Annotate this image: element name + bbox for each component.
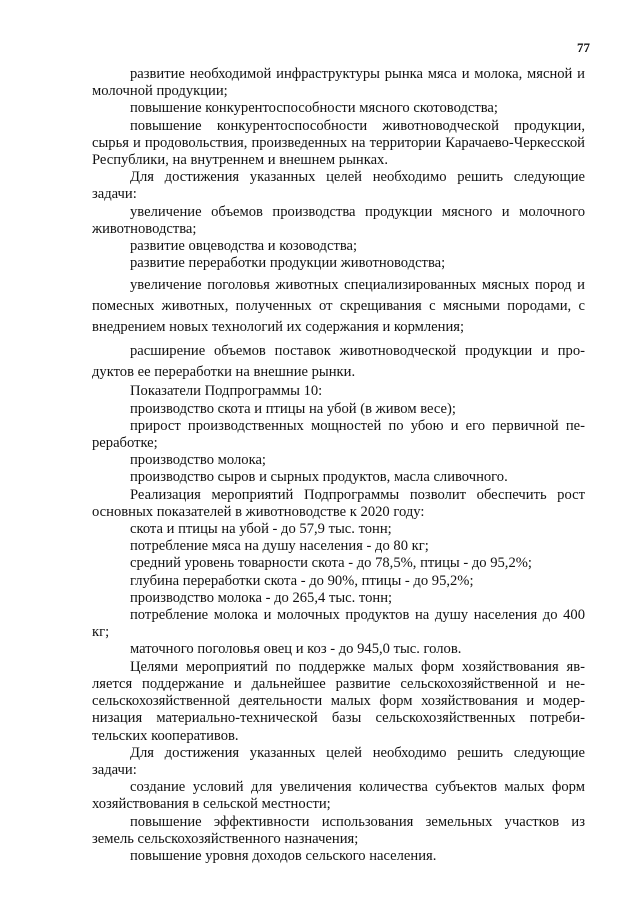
paragraph: Реализация мероприятий Подпрограммы позволит обеспечить рост основных показателей в животноводстве к 2020 году: (92, 486, 585, 520)
paragraph: Для достижения указанных целей необходимо решить следующие задачи: (92, 169, 585, 203)
paragraph: повышение конкурентоспособности животноводческой продукции, сырья и продовольствия, произведенных на территории Карачаево-Черкесской Республики, на внутреннем и внешнем рынках. (92, 117, 585, 169)
paragraph: увеличение объемов производства продукции мясного и молочного животноводства; (92, 203, 585, 237)
paragraph: средний уровень товарности скота - до 78,5%, птицы - до 95,2%; (130, 555, 532, 572)
paragraph: потребление молока и молочных продуктов на душу населения до 400 кг; (92, 607, 585, 641)
paragraph: производство молока - до 265,4 тыс. тонн; (130, 589, 393, 606)
paragraph: увеличение поголовья животных специализированных мясных пород и помесных животных, полученных от скрещивания с мясными породами, с внедрением новых технологий их содержания и кормления; (92, 277, 585, 336)
paragraph: Для достижения указанных целей необходимо решить следующие задачи: (92, 744, 585, 778)
paragraph: маточного поголовья овец и коз - до 945,0 тыс. голов. (130, 641, 462, 658)
paragraph: развитие переработки продукции животноводства; (130, 255, 446, 272)
paragraph: производство скота и птицы на убой (в живом весе); (130, 400, 456, 417)
paragraph: прирост производственных мощностей по убою и его первичной переработке; (92, 417, 585, 452)
paragraph: Целями мероприятий по поддержке малых форм хозяйствования является поддержание и дальнейшее развитие сельскохозяйственной и несельскохозяйственной деятельности малых форм хозяйствования и модернизация материально-технической базы сельскохозяйственных потребительских кооперативов. (92, 658, 585, 744)
paragraph: расширение объемов поставок животноводческой продукции и продуктов ее переработки на внешние рынки. (92, 343, 585, 381)
paragraph: развитие овцеводства и козоводства; (130, 238, 358, 255)
paragraph: Показатели Подпрограммы 10: (130, 383, 323, 400)
paragraph: повышение конкурентоспособности мясного скотоводства; (130, 100, 498, 117)
paragraph: повышение эффективности использования земельных участков из земель сельскохозяйственного назначения; (92, 813, 585, 847)
document-body (92, 66, 585, 865)
paragraph: производство молока; (130, 452, 266, 469)
paragraph: производство сыров и сырных продуктов, масла сливочного. (130, 469, 508, 486)
paragraph: создание условий для увеличения количества субъектов малых форм хозяйствования в сельской местности; (92, 779, 585, 813)
paragraph: скота и птицы на убой - до 57,9 тыс. тонн; (130, 521, 392, 538)
paragraph: развитие необходимой инфраструктуры рынка мяса и молока, мясной и молочной продукции; (92, 66, 585, 100)
paragraph: потребление мяса на душу населения - до 80 кг; (130, 538, 429, 555)
paragraph: повышение уровня доходов сельского населения. (130, 847, 437, 864)
paragraph: глубина переработки скота - до 90%, птицы - до 95,2%; (130, 572, 474, 589)
page-number: 77 (577, 40, 590, 55)
